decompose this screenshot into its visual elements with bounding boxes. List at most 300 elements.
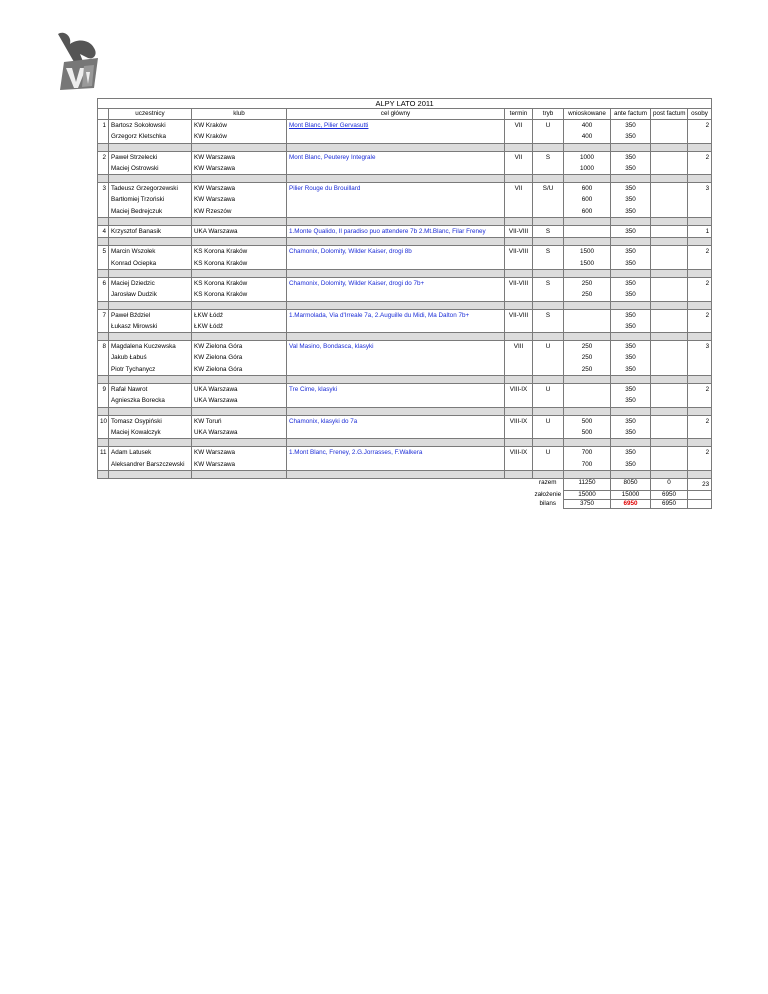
summary-empty <box>98 500 109 509</box>
wnioskowane-value: 600 <box>564 183 611 195</box>
separator-cell <box>98 407 109 415</box>
separator-cell <box>651 218 688 226</box>
summary-post-factum: 0 <box>651 478 688 490</box>
summary-osoby: 23 <box>688 478 712 490</box>
separator-cell <box>611 333 651 341</box>
separator-cell <box>109 470 192 478</box>
wnioskowane-value: 250 <box>564 352 611 363</box>
summary-empty <box>505 500 533 509</box>
osoby-empty <box>688 427 712 439</box>
header-wnioskowane: wnioskowane <box>564 109 611 120</box>
separator-cell <box>192 269 287 277</box>
summary-osoby-empty <box>688 491 712 500</box>
goal-empty <box>287 395 505 407</box>
goal-empty <box>287 352 505 363</box>
separator-cell <box>505 175 533 183</box>
club-name: KS Korona Kraków <box>192 277 287 289</box>
separator-cell <box>564 470 611 478</box>
participant-name: Magdalena Kuczewska <box>109 341 192 353</box>
goal-empty <box>287 206 505 218</box>
osoby-value: 2 <box>688 277 712 289</box>
summary-empty <box>192 478 287 490</box>
post-factum-value <box>651 206 688 218</box>
separator-cell <box>564 143 611 151</box>
goal-empty <box>287 321 505 333</box>
termin-empty <box>505 194 533 205</box>
row-number-empty <box>98 206 109 218</box>
osoby-empty <box>688 352 712 363</box>
participant-name: Rafał Nawrot <box>109 384 192 396</box>
summary-label: bilans <box>539 499 556 507</box>
wnioskowane-value: 500 <box>564 427 611 439</box>
ante-factum-value: 350 <box>611 341 651 353</box>
goal-link[interactable]: Mont Blanc, Pilier Gervasutti <box>287 120 505 132</box>
separator-cell <box>98 269 109 277</box>
participant-name: Maciej Ostrowski <box>109 163 192 175</box>
participant-name: Jarosław Dudzik <box>109 289 192 301</box>
header-ante-factum: ante factum <box>611 109 651 120</box>
termin-value: VII-VIII <box>505 277 533 289</box>
row-separator <box>98 218 712 226</box>
tryb-empty <box>533 258 564 270</box>
ante-factum-value: 350 <box>611 206 651 218</box>
row-separator <box>98 143 712 151</box>
row-number: 3 <box>98 183 109 195</box>
separator-cell <box>505 470 533 478</box>
separator-cell <box>192 143 287 151</box>
summary-wnioskowane: 11250 <box>564 478 611 490</box>
participant-name: Łukasz Mirowski <box>109 321 192 333</box>
separator-cell <box>564 407 611 415</box>
separator-cell <box>533 439 564 447</box>
row-separator <box>98 269 712 277</box>
separator-cell <box>533 301 564 309</box>
separator-cell <box>688 470 712 478</box>
ante-factum-value: 350 <box>611 289 651 301</box>
tryb-value: U <box>533 447 564 459</box>
goal-link[interactable]: 1.Marmolada, Via d'Irreale 7a, 2.Auguille du Midi, Ma Dalton 7b+ <box>287 309 505 321</box>
header-cel: cel główny <box>287 109 505 120</box>
summary-empty <box>505 491 533 500</box>
participant-name: Paweł Strzelecki <box>109 151 192 163</box>
header-osoby: osoby <box>688 109 712 120</box>
separator-cell <box>651 470 688 478</box>
post-factum-value <box>651 447 688 459</box>
separator-cell <box>564 175 611 183</box>
separator-cell <box>611 439 651 447</box>
table-row <box>98 341 712 353</box>
participant-name: Krzysztof Banasik <box>109 226 192 238</box>
goal-link[interactable]: Chamonix, klasyki do 7a <box>287 415 505 427</box>
header-post-factum: post factum <box>651 109 688 120</box>
summary-empty <box>287 500 505 509</box>
summary-label: założenie <box>534 490 562 498</box>
table-row <box>98 415 712 427</box>
table-row <box>98 277 712 289</box>
sheet-title: ALPY LATO 2011 <box>98 99 712 109</box>
participant-name: Marcin Wszołek <box>109 246 192 258</box>
separator-cell <box>533 238 564 246</box>
tryb-value: S <box>533 277 564 289</box>
goal-link[interactable]: Mont Blanc, Peuterey Integrale <box>287 151 505 163</box>
osoby-empty <box>688 289 712 301</box>
ante-factum-value: 350 <box>611 226 651 238</box>
termin-empty <box>505 131 533 143</box>
table-row <box>98 194 712 205</box>
goal-link[interactable]: 1.Mont Blanc, Freney, 2.G.Jorrasses, F.Walkera <box>287 447 505 459</box>
tryb-value: S <box>533 309 564 321</box>
club-name: KW Warszawa <box>192 163 287 175</box>
osoby-empty <box>688 206 712 218</box>
participant-name: Grzegorz Kletschka <box>109 131 192 143</box>
osoby-empty <box>688 131 712 143</box>
separator-cell <box>98 301 109 309</box>
summary-empty <box>505 478 533 490</box>
participant-name: Paweł Bździel <box>109 309 192 321</box>
separator-cell <box>109 439 192 447</box>
separator-cell <box>505 301 533 309</box>
post-factum-value <box>651 364 688 376</box>
wnioskowane-value: 400 <box>564 131 611 143</box>
osoby-value: 1 <box>688 226 712 238</box>
summary-post-factum: 6950 <box>651 500 688 509</box>
table-row <box>98 427 712 439</box>
ante-factum-value: 350 <box>611 352 651 363</box>
ante-factum-value: 350 <box>611 151 651 163</box>
separator-cell <box>192 376 287 384</box>
separator-cell <box>651 439 688 447</box>
table-row <box>98 131 712 143</box>
termin-empty <box>505 364 533 376</box>
participant-name: Agnieszka Borecka <box>109 395 192 407</box>
osoby-empty <box>688 194 712 205</box>
separator-cell <box>109 301 192 309</box>
separator-cell <box>533 218 564 226</box>
club-name: KW Warszawa <box>192 459 287 471</box>
wnioskowane-value: 250 <box>564 364 611 376</box>
row-separator <box>98 301 712 309</box>
separator-cell <box>688 407 712 415</box>
separator-cell <box>533 143 564 151</box>
wnioskowane-value: 1500 <box>564 246 611 258</box>
ante-factum-value: 350 <box>611 277 651 289</box>
post-factum-value <box>651 183 688 195</box>
separator-cell <box>688 218 712 226</box>
termin-value: VII <box>505 151 533 163</box>
club-name: KW Kraków <box>192 131 287 143</box>
row-separator <box>98 407 712 415</box>
expedition-sheet <box>97 98 711 509</box>
row-separator <box>98 376 712 384</box>
separator-cell <box>688 175 712 183</box>
separator-cell <box>287 269 505 277</box>
participant-name: Bartosz Sokołowski <box>109 120 192 132</box>
club-name: KS Korona Kraków <box>192 258 287 270</box>
table-row <box>98 395 712 407</box>
club-name: UKA Warszawa <box>192 384 287 396</box>
club-name: KW Zielona Góra <box>192 364 287 376</box>
wnioskowane-value <box>564 395 611 407</box>
termin-value: VIII-IX <box>505 415 533 427</box>
post-factum-value <box>651 309 688 321</box>
goal-empty <box>287 163 505 175</box>
header-termin: termin <box>505 109 533 120</box>
wnioskowane-value: 250 <box>564 277 611 289</box>
separator-cell <box>611 470 651 478</box>
goal-link[interactable]: Tre Cime, klasyki <box>287 384 505 396</box>
separator-cell <box>287 407 505 415</box>
participant-name: Konrad Ociepka <box>109 258 192 270</box>
ante-factum-value: 350 <box>611 364 651 376</box>
row-number: 10 <box>98 415 109 427</box>
separator-cell <box>651 143 688 151</box>
separator-cell <box>688 143 712 151</box>
club-name: KW Kraków <box>192 120 287 132</box>
club-name: KW Warszawa <box>192 447 287 459</box>
separator-cell <box>192 238 287 246</box>
separator-cell <box>651 238 688 246</box>
separator-cell <box>505 143 533 151</box>
expedition-table <box>97 98 712 509</box>
table-row <box>98 447 712 459</box>
table-row <box>98 206 712 218</box>
row-number-empty <box>98 459 109 471</box>
participant-name: Maciej Kowalczyk <box>109 427 192 439</box>
row-number-empty <box>98 131 109 143</box>
table-row <box>98 246 712 258</box>
termin-empty <box>505 163 533 175</box>
separator-cell <box>564 439 611 447</box>
participant-name: Aleksandrer Barszczewski <box>109 459 192 471</box>
summary-empty <box>287 491 505 500</box>
separator-cell <box>192 407 287 415</box>
club-name: ŁKW Łódź <box>192 321 287 333</box>
separator-cell <box>651 269 688 277</box>
table-row <box>98 151 712 163</box>
osoby-value: 3 <box>688 183 712 195</box>
separator-cell <box>505 218 533 226</box>
separator-cell <box>192 333 287 341</box>
club-name: ŁKW Łódź <box>192 309 287 321</box>
separator-cell <box>533 470 564 478</box>
osoby-empty <box>688 321 712 333</box>
termin-empty <box>505 289 533 301</box>
ante-factum-value: 350 <box>611 415 651 427</box>
club-name: KW Rzeszów <box>192 206 287 218</box>
tryb-empty <box>533 131 564 143</box>
termin-empty <box>505 459 533 471</box>
separator-cell <box>611 218 651 226</box>
tryb-empty <box>533 206 564 218</box>
participant-name: Tomasz Osypiński <box>109 415 192 427</box>
separator-cell <box>98 218 109 226</box>
separator-cell <box>611 269 651 277</box>
ante-factum-value: 350 <box>611 258 651 270</box>
separator-cell <box>611 175 651 183</box>
summary-wnioskowane: 15000 <box>564 491 611 500</box>
summary-empty <box>192 500 287 509</box>
club-name: KW Zielona Góra <box>192 341 287 353</box>
table-row <box>98 120 712 132</box>
separator-cell <box>533 333 564 341</box>
table-row <box>98 459 712 471</box>
separator-cell <box>651 333 688 341</box>
row-number-empty <box>98 194 109 205</box>
separator-cell <box>98 470 109 478</box>
separator-cell <box>192 218 287 226</box>
wnioskowane-value: 250 <box>564 341 611 353</box>
summary-empty <box>98 478 109 490</box>
osoby-value: 2 <box>688 151 712 163</box>
goal-empty <box>287 289 505 301</box>
wnioskowane-value: 700 <box>564 459 611 471</box>
wnioskowane-value: 1000 <box>564 163 611 175</box>
goal-empty <box>287 131 505 143</box>
ante-factum-value: 350 <box>611 384 651 396</box>
separator-cell <box>287 238 505 246</box>
summary-row <box>98 478 712 490</box>
tryb-value: S <box>533 246 564 258</box>
club-name: KW Warszawa <box>192 151 287 163</box>
row-number-empty <box>98 258 109 270</box>
tryb-empty <box>533 459 564 471</box>
osoby-empty <box>688 258 712 270</box>
club-name: KW Toruń <box>192 415 287 427</box>
ante-factum-value: 350 <box>611 459 651 471</box>
table-row <box>98 226 712 238</box>
tryb-empty <box>533 395 564 407</box>
separator-cell <box>651 175 688 183</box>
separator-cell <box>98 333 109 341</box>
separator-cell <box>688 238 712 246</box>
separator-cell <box>611 301 651 309</box>
termin-value: VIII-IX <box>505 384 533 396</box>
row-number-empty <box>98 321 109 333</box>
summary-empty <box>109 491 192 500</box>
osoby-value: 3 <box>688 341 712 353</box>
ante-factum-value: 350 <box>611 395 651 407</box>
separator-cell <box>505 439 533 447</box>
separator-cell <box>611 376 651 384</box>
ante-factum-value: 350 <box>611 321 651 333</box>
separator-cell <box>98 238 109 246</box>
goal-link[interactable]: 1.Monte Qualido, Il paradiso puo attendere 7b 2.Mt.Blanc, Filar Freney <box>287 226 505 238</box>
row-number-empty <box>98 427 109 439</box>
header-klub: klub <box>192 109 287 120</box>
ante-factum-value: 350 <box>611 131 651 143</box>
ante-factum-value: 350 <box>611 427 651 439</box>
wnioskowane-value <box>564 321 611 333</box>
ante-factum-value: 350 <box>611 447 651 459</box>
goal-link[interactable]: Chamonix, Dolomity, Wilder Kaiser, drogi 8b <box>287 246 505 258</box>
separator-cell <box>98 143 109 151</box>
osoby-empty <box>688 364 712 376</box>
separator-cell <box>192 470 287 478</box>
post-factum-value <box>651 384 688 396</box>
row-number: 2 <box>98 151 109 163</box>
table-row <box>98 163 712 175</box>
row-number: 4 <box>98 226 109 238</box>
termin-empty <box>505 206 533 218</box>
separator-cell <box>192 439 287 447</box>
goal-link[interactable]: Pilier Rouge du Brouillard <box>287 183 505 195</box>
club-name: KW Warszawa <box>192 183 287 195</box>
table-row <box>98 258 712 270</box>
ante-factum-value: 350 <box>611 183 651 195</box>
separator-cell <box>651 407 688 415</box>
goal-empty <box>287 194 505 205</box>
summary-ante-factum: 8050 <box>611 478 651 490</box>
osoby-empty <box>688 459 712 471</box>
header-row <box>98 109 712 120</box>
row-number: 8 <box>98 341 109 353</box>
osoby-empty <box>688 163 712 175</box>
goal-empty <box>287 427 505 439</box>
header-uczestnicy: uczestnicy <box>109 109 192 120</box>
row-separator <box>98 439 712 447</box>
tryb-value: S <box>533 226 564 238</box>
separator-cell <box>611 238 651 246</box>
separator-cell <box>192 301 287 309</box>
participant-name: Adam Latusek <box>109 447 192 459</box>
post-factum-value <box>651 341 688 353</box>
table-row <box>98 183 712 195</box>
termin-value: VII-VIII <box>505 309 533 321</box>
club-name: KW Warszawa <box>192 194 287 205</box>
wnioskowane-value: 1500 <box>564 258 611 270</box>
post-factum-value <box>651 395 688 407</box>
osoby-value: 2 <box>688 246 712 258</box>
osoby-empty <box>688 395 712 407</box>
summary-empty <box>109 478 192 490</box>
row-number: 9 <box>98 384 109 396</box>
row-separator <box>98 333 712 341</box>
separator-cell <box>192 175 287 183</box>
post-factum-value <box>651 194 688 205</box>
wnioskowane-value <box>564 309 611 321</box>
post-factum-value <box>651 352 688 363</box>
summary-empty <box>109 500 192 509</box>
osoby-value: 2 <box>688 309 712 321</box>
summary-empty <box>98 491 109 500</box>
tryb-empty <box>533 321 564 333</box>
goal-link[interactable]: Chamonix, Dolomity, Wilder Kaiser, drogi do 7b+ <box>287 277 505 289</box>
osoby-value: 2 <box>688 415 712 427</box>
summary-label: razem <box>539 478 557 486</box>
separator-cell <box>109 407 192 415</box>
goal-empty <box>287 364 505 376</box>
summary-row <box>98 500 712 509</box>
table-row <box>98 309 712 321</box>
wnioskowane-value: 700 <box>564 447 611 459</box>
separator-cell <box>533 175 564 183</box>
goal-link[interactable]: Val Masino, Bondasca, klasyki <box>287 341 505 353</box>
separator-cell <box>688 333 712 341</box>
club-name: KW Zielona Góra <box>192 352 287 363</box>
summary-post-factum: 6950 <box>651 491 688 500</box>
separator-cell <box>564 376 611 384</box>
tryb-value: S/U <box>533 183 564 195</box>
table-row <box>98 321 712 333</box>
post-factum-value <box>651 459 688 471</box>
separator-cell <box>651 376 688 384</box>
separator-cell <box>287 439 505 447</box>
separator-cell <box>287 218 505 226</box>
separator-cell <box>505 376 533 384</box>
club-logo-icon <box>50 28 106 92</box>
summary-empty <box>287 478 505 490</box>
post-factum-value <box>651 277 688 289</box>
